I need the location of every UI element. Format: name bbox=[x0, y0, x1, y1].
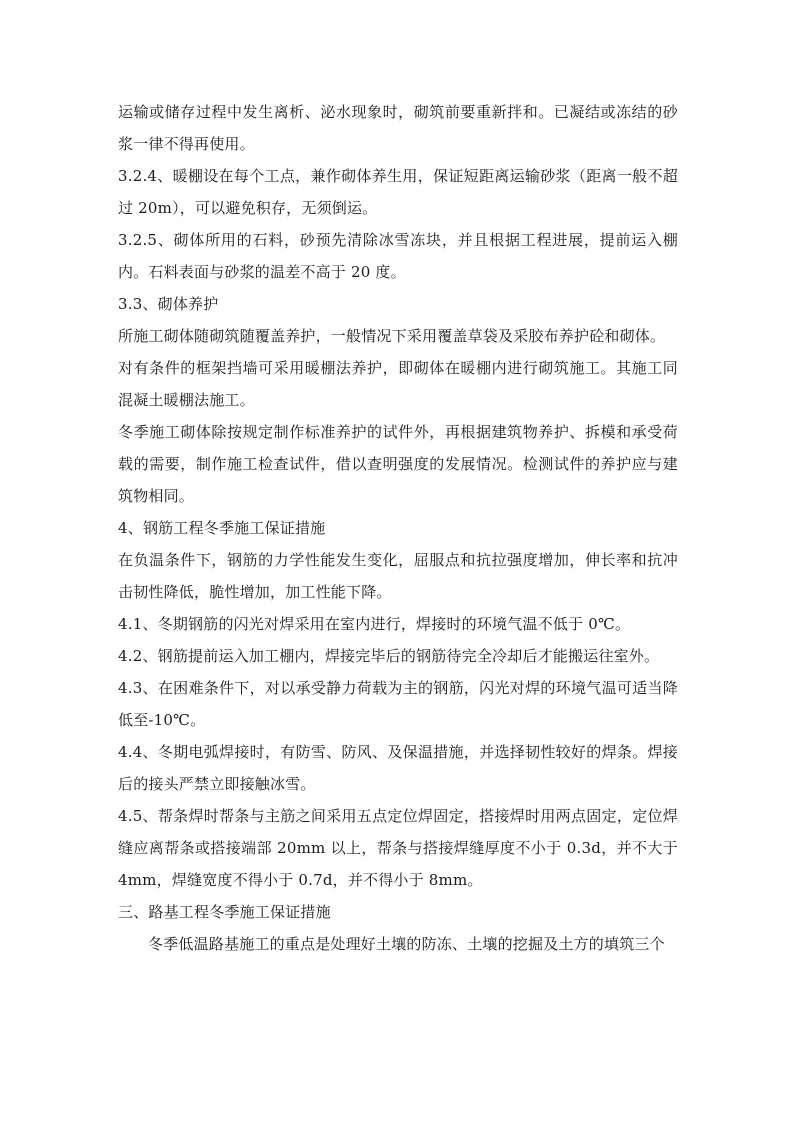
paragraph-4-4-arc-welding: 4.4、冬期电弧焊接时，有防雪、防风、及保温措施，并选择韧性较好的焊条。焊接后的接头严禁立即接触冰雪。 bbox=[118, 743, 678, 793]
heading-3-roadbed-winter: 三、路基工程冬季施工保证措施 bbox=[118, 903, 331, 921]
paragraph-covering-curing: 所施工砌体随砌筑随覆盖养护，一般情况下采用覆盖草袋及采胶布养护砼和砌体。 bbox=[118, 327, 666, 345]
paragraph-4-1-flash-butt-welding: 4.1、冬期钢筋的闪光对焊采用在室内进行，焊接时的环境气温不低于 0℃。 bbox=[118, 615, 631, 633]
paragraph-test-specimens: 冬季施工砌体除按规定制作标准养护的试件外，再根据建筑物养护、拆模和承受荷载的需要，制作施工检查试件，借以查明强度的发展情况。检测试件的养护应与建筑物相同。 bbox=[118, 423, 678, 505]
paragraph-frame-retaining-wall: 对有条件的框架挡墙可采用暖棚法养护，即砌体在暖棚内进行砌筑施工。其施工同混凝土暖棚法施工。 bbox=[118, 359, 678, 409]
paragraph-negative-temperature: 在负温条件下，钢筋的力学性能发生变化，屈服点和抗拉强度增加，伸长率和抗冲击韧性降低，脆性增加，加工性能下降。 bbox=[118, 551, 678, 601]
heading-3-3-masonry-curing: 3.3、砌体养护 bbox=[118, 295, 219, 313]
paragraph-4-3-difficult-conditions: 4.3、在困难条件下，对以承受静力荷载为主的钢筋，闪光对焊的环境气温可适当降低至-10℃。 bbox=[118, 679, 678, 729]
paragraph-roadbed-focus: 冬季低温路基施工的重点是处理好土壤的防冻、土壤的挖掘及土方的填筑三个 bbox=[148, 935, 665, 953]
paragraph-4-5-strap-welding: 4.5、帮条焊时帮条与主筋之间采用五点定位焊固定，搭接焊时用两点固定，定位焊缝应离帮条或搭接端部 20mm 以上，帮条与搭接焊缝厚度不小于 0.3d，并不大于 4mm，焊缝宽度不得小于 0.7d，并不得小于 8mm。 bbox=[118, 807, 678, 889]
paragraph-4-2-processing-shed: 4.2、钢筋提前运入加工棚内，焊接完毕后的钢筋待完全冷却后才能搬运往室外。 bbox=[118, 647, 660, 665]
heading-4-rebar-winter: 4、钢筋工程冬季施工保证措施 bbox=[118, 519, 326, 537]
paragraph-3-2-4-warm-shed: 3.2.4、暖棚设在每个工点，兼作砌体养生用，保证短距离运输砂浆（距离一般不超过 20m），可以避免积存，无须倒运。 bbox=[118, 167, 678, 217]
paragraph-3-2-5-stone-material: 3.2.5、砌体所用的石料，砂预先清除冰雪冻块，并且根据工程进展，提前运入棚内。石料表面与砂浆的温差不高于 20 度。 bbox=[118, 231, 678, 281]
document-body bbox=[118, 96, 678, 960]
paragraph-mortar-segregation: 运输或储存过程中发生离析、泌水现象时，砌筑前要重新拌和。已凝结或冻结的砂浆一律不得再使用。 bbox=[118, 103, 678, 153]
